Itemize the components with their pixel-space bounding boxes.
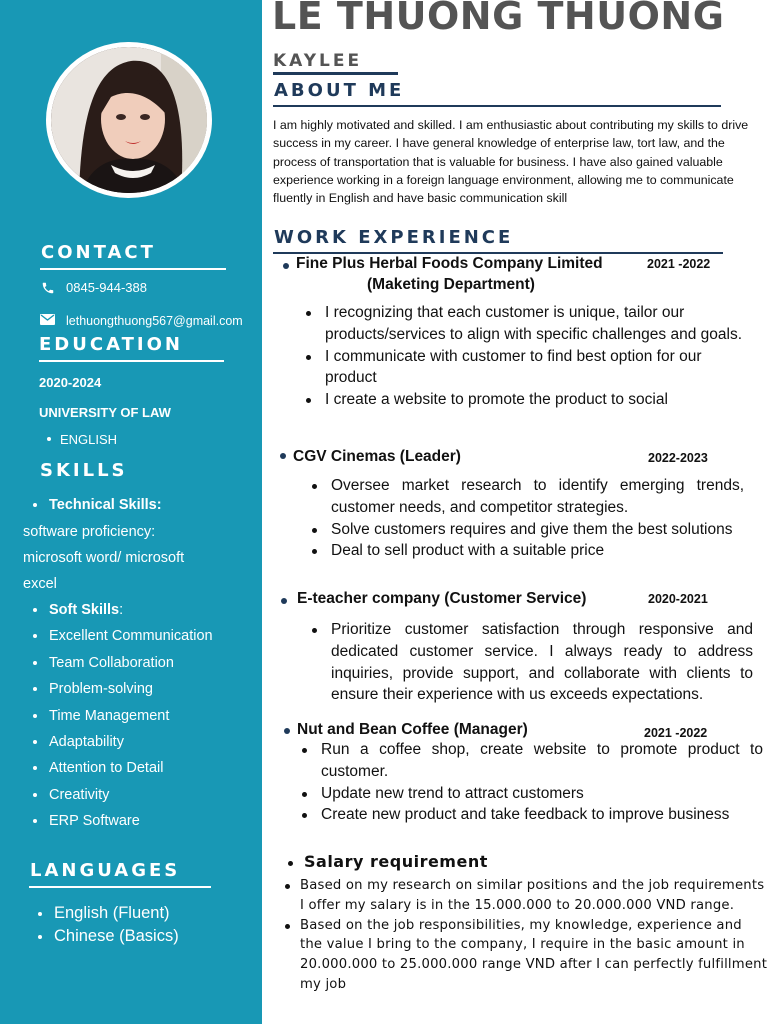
job-duties-list xyxy=(331,475,744,562)
salary-heading: Salary requirement xyxy=(304,852,488,871)
job-title: Fine Plus Herbal Foods Company Limited xyxy=(296,255,603,272)
list-item: Update new trend to attract customers xyxy=(321,783,763,805)
list-item: Prioritize customer satisfaction through responsive and dedicated customer service. I always ready to address inquiries, provide support, and collaborate with clients to ensure their experience with us exceeds expectations. xyxy=(331,619,753,706)
education-divider xyxy=(39,360,224,362)
soft-skills-label: Soft Skills xyxy=(49,602,120,618)
profile-photo xyxy=(51,47,207,193)
job-duties-list xyxy=(325,302,745,411)
bullet-dot xyxy=(47,437,51,441)
work-divider xyxy=(273,252,723,254)
education-years: 2020-2024 xyxy=(39,375,102,390)
about-heading: ABOUT ME xyxy=(274,80,405,101)
list-item: Create new product and take feedback to improve business xyxy=(321,804,763,826)
job-subtitle: (Maketing Department) xyxy=(367,276,535,293)
languages-divider xyxy=(29,886,211,888)
salary-bullet xyxy=(288,861,293,866)
skills-heading: SKILLS xyxy=(40,460,128,481)
education-school: UNIVERSITY OF LAW xyxy=(39,405,171,420)
job-bullet xyxy=(281,598,287,604)
list-item: Based on the job responsibilities, my knowledge, experience and the value I bring to the company, I require in the basic amount in 20.000.000 to 25.000.000 range VND after I can perfectly fulfillment my job xyxy=(300,916,768,995)
list-item: I create a website to promote the product to social xyxy=(325,389,745,411)
job-bullet xyxy=(280,453,286,459)
profile-photo-frame xyxy=(46,42,212,198)
phone-icon xyxy=(41,281,55,300)
technical-skills-label: Technical Skills: xyxy=(49,497,162,513)
job-title: CGV Cinemas (Leader) xyxy=(293,448,461,465)
technical-skills-label-list xyxy=(23,492,162,518)
phone-number[interactable]: 0845-944-388 xyxy=(66,280,147,295)
languages-list xyxy=(28,902,179,948)
email-address[interactable]: lethuongthuong567@gmail.com xyxy=(66,314,243,328)
list-item: Excellent Communication xyxy=(23,623,213,649)
job-date: 2021 -2022 xyxy=(644,726,708,740)
contact-divider xyxy=(40,268,226,270)
list-item: Problem-solving xyxy=(23,676,213,702)
contact-heading: CONTACT xyxy=(41,242,156,263)
list-item: I communicate with customer to find best option for our product xyxy=(325,346,745,390)
candidate-name: LE THUONG THUONG xyxy=(272,0,725,38)
mail-icon xyxy=(40,313,55,331)
salary-list xyxy=(300,876,768,995)
technical-skill-line: microsoft word/ microsoft xyxy=(23,550,185,566)
list-item: I recognizing that each customer is unique, tailor our products/services to align with specific challenges and goals. xyxy=(325,302,745,346)
list-item: Oversee market research to identify emerging trends, customer needs, and competitor strategies. xyxy=(331,475,744,519)
list-item: Creativity xyxy=(23,782,213,808)
technical-skill-line: excel xyxy=(23,576,57,592)
candidate-nickname: KAYLEE xyxy=(273,51,363,71)
list-item: Deal to sell product with a suitable price xyxy=(331,540,744,562)
education-major: ENGLISH xyxy=(60,432,118,447)
list-item: Solve customers requires and give them the best solutions xyxy=(331,519,744,541)
about-text: I am highly motivated and skilled. I am enthusiastic about contributing my skills to drive success in my career. I have general knowledge of enterprise law, tort law, and the process of transportation that is valuable for business. I have also gained valuable experience working in a foreign language environment, allowing me to communicate fluently in English and have basic communication skill xyxy=(273,118,749,206)
about-divider xyxy=(273,105,721,107)
list-item: Run a coffee shop, create website to promote product to customer. xyxy=(321,739,763,783)
job-date: 2020-2021 xyxy=(648,592,708,606)
job-duties-list xyxy=(321,739,763,826)
sidebar xyxy=(0,0,262,1024)
list-item: Time Management xyxy=(23,703,213,729)
job-date: 2021 -2022 xyxy=(647,257,711,271)
list-item: English (Fluent) xyxy=(28,902,179,925)
list-item: Based on my research on similar positions and the job requirements I offer my salary is in the 15.000.000 to 20.000.000 VND range. xyxy=(300,876,768,916)
list-item: Attention to Detail xyxy=(23,755,213,781)
list-item: Soft Skills: xyxy=(23,597,213,623)
languages-heading: LANGUAGES xyxy=(30,860,181,881)
list-item xyxy=(23,492,162,518)
technical-skill-line: software proficiency: xyxy=(23,524,156,540)
list-item: Adaptability xyxy=(23,729,213,755)
nickname-underline xyxy=(273,72,398,75)
job-title: E-teacher company (Customer Service) xyxy=(297,590,587,607)
list-item: Team Collaboration xyxy=(23,650,213,676)
job-bullet xyxy=(284,728,290,734)
job-duties-list xyxy=(331,619,753,706)
soft-skills-list xyxy=(23,597,213,835)
job-bullet xyxy=(283,263,289,269)
education-heading: EDUCATION xyxy=(39,334,183,355)
list-item: Chinese (Basics) xyxy=(28,925,179,948)
job-date: 2022-2023 xyxy=(648,451,708,465)
job-title: Nut and Bean Coffee (Manager) xyxy=(297,721,528,738)
list-item: ERP Software xyxy=(23,808,213,834)
work-experience-heading: WORK EXPERIENCE xyxy=(274,227,514,248)
